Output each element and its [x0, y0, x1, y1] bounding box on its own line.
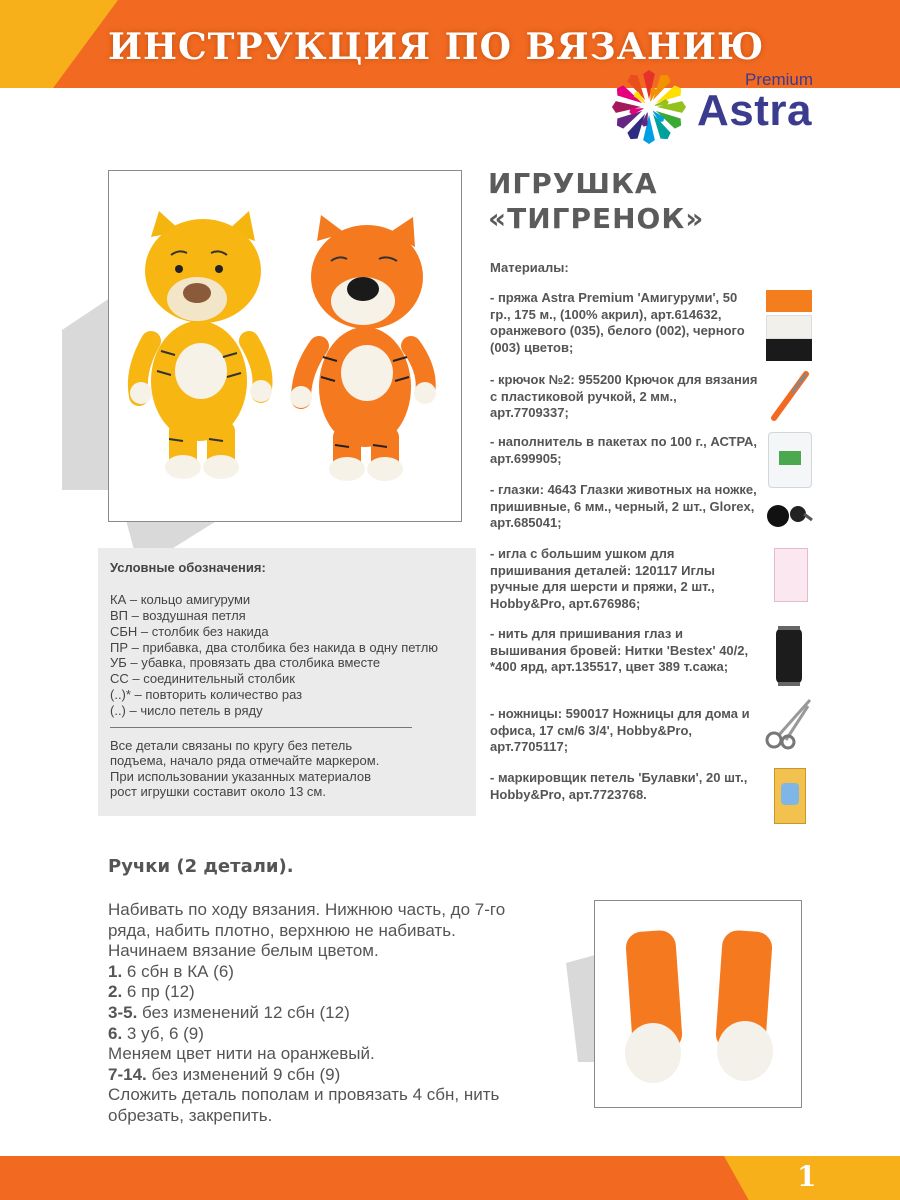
- product-title-line1: ИГРУШКА: [488, 167, 658, 200]
- orange-yarn-swatch: [766, 290, 812, 312]
- tiger-toys-photo: [108, 170, 462, 522]
- page-number: 1: [797, 1160, 817, 1193]
- row-text: без изменений 12 сбн (12): [137, 1002, 350, 1022]
- row-line: [108, 962, 578, 983]
- orange-tiger: [290, 215, 436, 481]
- page-title: ИНСТРУКЦИЯ ПО ВЯЗАНИЮ: [108, 26, 765, 68]
- outro-line: обрезать, закрепить.: [108, 1105, 273, 1125]
- row-text: 6 пр (12): [122, 982, 195, 1002]
- logo-premium-text: Premium: [745, 70, 814, 89]
- filler-bag-label: [779, 451, 801, 465]
- legend-line: ВП – воздушная петля: [110, 608, 246, 623]
- material-item-filler: - наполнитель в пакетах по 100 г., АСТРА, арт.699905;: [490, 434, 757, 466]
- material-item-yarn: - пряжа Astra Premium 'Амигуруми', 50 гр., 175 м., (100% акрил), арт.614632, оранжевого (035), белого (002), черного (003) цветов;: [490, 290, 745, 355]
- legend-line: (..)* – повторить количество раз: [110, 687, 303, 702]
- legend-line: СБН – столбик без накида: [110, 624, 269, 639]
- instructions-text: [108, 900, 578, 1127]
- row-text: без изменений 9 сбн (9): [146, 1064, 341, 1084]
- white-yarn-swatch: [766, 315, 812, 339]
- row-line: [108, 982, 578, 1003]
- row-number: 7-14.: [108, 1064, 147, 1084]
- row-line: [108, 1003, 578, 1024]
- material-item-eyes: - глазки: 4643 Глазки животных на ножке, пришивные, 6 мм., черный, 2 шт., Glorex, арт.685041;: [490, 482, 757, 530]
- safety-eyes-icon: [764, 500, 814, 530]
- material-item-needle: - игла с большим ушком для пришивания деталей: 120117 Иглы ручные для шерсти и пряжи, 2 шт., Hobby&Pro, арт.676986;: [490, 546, 715, 611]
- thread-spool-icon: [772, 624, 806, 688]
- material-item-thread: - нить для пришивания глаз и вышивания бровей: Нитки 'Bestex' 40/2, *400 ярд, арт.135517, цвет 389 т.сажа;: [490, 626, 749, 674]
- intro-line: Набивать по ходу вязания. Нижнюю часть, до 7-го: [108, 900, 506, 919]
- legend-note: рост игрушки составит около 13 см.: [110, 784, 326, 799]
- crochet-hook-icon: [766, 370, 812, 422]
- row-number: 2.: [108, 982, 123, 1002]
- filler-bag-icon: [768, 432, 812, 488]
- legend-line: СС – соединительный столбик: [110, 671, 295, 686]
- legend-divider: [110, 727, 412, 728]
- legend-title: Условные обозначения:: [110, 560, 266, 575]
- black-yarn-swatch: [766, 339, 812, 361]
- arms-photo: [594, 900, 802, 1108]
- crochet-arms-illustration: [595, 901, 801, 1107]
- legend-line: КА – кольцо амигуруми: [110, 592, 251, 607]
- row-number: 6.: [108, 1023, 123, 1043]
- row-number: 1.: [108, 961, 123, 981]
- row-number: 3-5.: [108, 1002, 138, 1022]
- product-title: [488, 166, 704, 236]
- scissors-icon: [764, 696, 814, 750]
- markers-window: [781, 783, 799, 805]
- material-item-scissors: - ножницы: 590017 Ножницы для дома и офиса, 17 см/6 3/4', Hobby&Pro, арт.7705117;: [490, 706, 750, 754]
- intro-line: Начинаем вязание белым цветом.: [108, 941, 379, 961]
- row-line: [108, 1024, 578, 1045]
- intro-line: ряда, набить плотно, верхнюю не набивать.: [108, 920, 456, 940]
- legend-line: УБ – убавка, провязать два столбика вместе: [110, 655, 381, 670]
- yellow-tiger: [130, 211, 272, 479]
- legend-note: Все детали связаны по кругу без петель: [110, 738, 353, 753]
- legend-line: (..) – число петель в ряду: [110, 703, 263, 718]
- row-text: 6 сбн в КА (6): [122, 961, 234, 981]
- stitch-markers-package-icon: [774, 768, 806, 824]
- legend-note: При использовании указанных материалов: [110, 769, 371, 784]
- color-change-line: Меняем цвет нити на оранжевый.: [108, 1044, 375, 1064]
- row-line: [108, 1065, 578, 1086]
- section-title: Ручки (2 детали).: [108, 856, 294, 877]
- product-title-line2: «ТИГРЕНОК»: [488, 202, 705, 235]
- tiger-toys-illustration: [109, 171, 461, 521]
- row-text: 3 уб, 6 (9): [122, 1023, 204, 1043]
- legend-note: подъема, начало ряда отмечайте маркером.: [110, 753, 380, 768]
- material-item-hook: - крючок №2: 955200 Крючок для вязания с пластиковой ручкой, 2 мм., арт.7709337;: [490, 372, 758, 420]
- logo-brand-text: Astra: [697, 86, 812, 135]
- legend-line: ПР – прибавка, два столбика без накида в одну петлю: [110, 640, 439, 655]
- material-item-markers: - маркировщик петель 'Булавки', 20 шт., Hobby&Pro, арт.7723768.: [490, 770, 748, 802]
- astra-flower-logo-icon: [610, 68, 688, 146]
- outro-line: Сложить деталь пополам и провязать 4 сбн, нить: [108, 1085, 500, 1105]
- materials-label: Материалы:: [490, 260, 569, 275]
- needles-package-icon: [774, 548, 808, 602]
